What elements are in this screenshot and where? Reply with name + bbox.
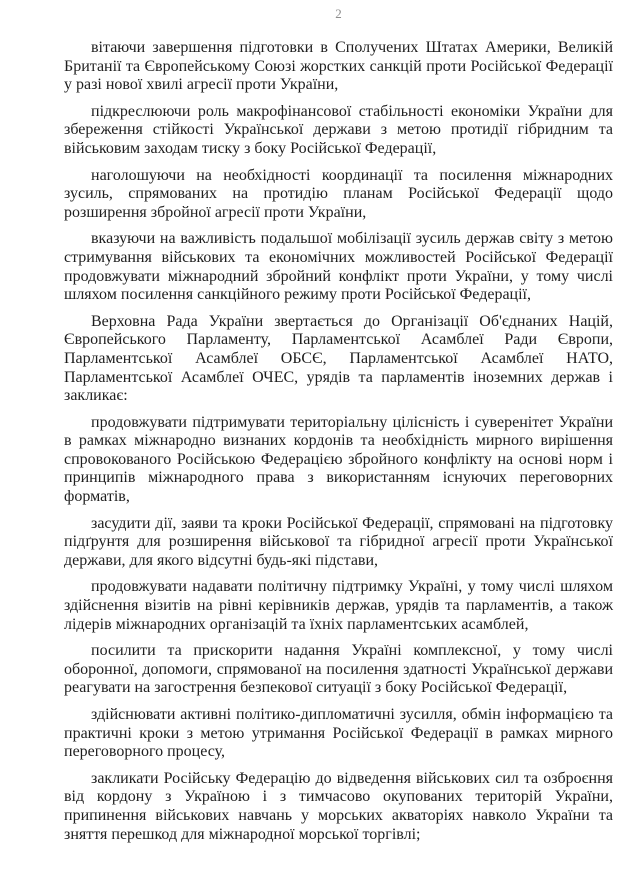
page-number: 2 [335,6,342,21]
paragraph: наголошуючи на необхідності координації та посилення міжнародних зусиль, спрямованих на протидію планам Російської Федерації щодо розширення збройної агресії проти України, [64,166,613,221]
paragraph: продовжувати підтримувати територіальну цілісність і суверенітет України в рамках міжнародно визнаних кордонів та необхідність мирного вирішення спровокованого Російською Федерацією збройного конфлікту на основі норм і принципів міжнародного права з використанням існуючих переговорних форматів, [64,413,613,506]
paragraph: посилити та прискорити надання Україні комплексної, у тому числі оборонної, допомоги, спрямованої на посилення здатності Української держави реагувати на загострення безпекової ситуації з боку Російської Федерації, [64,642,613,697]
paragraph: Верховна Рада України звертається до Організації Об'єднаних Націй, Європейського Парламенту, Парламентської Асамблеї Ради Європи, Парламентської Асамблеї ОБСЄ, Парламентської Асамблеї НАТО, Парламентської Асамблеї ОЧЕС, урядів та парламентів іноземних держав і закликає: [64,312,613,405]
paragraph: підкреслюючи роль макрофінансової стабільності економіки України для збереження стійкості Української держави з метою протидії гібридним та військовим заходам тиску з боку Російської Федерації, [64,102,613,157]
paragraph: здійснювати активні політико-дипломатичні зусилля, обмін інформацією та практичні кроки з метою утримання Російської Федерації в рамках мирного переговорного процесу, [64,706,613,761]
paragraph: закликати Російську Федерацію до відведення військових сил та озброєння від кордону з Україною і з тимчасово окупованих територій України, припинення військових навчань у морських акваторіях навколо України та зняття перешкод для міжнародної морської торгівлі; [64,769,613,843]
paragraph: засудити дії, заяви та кроки Російської Федерації, спрямовані на підготовку підґрунтя для розширення військової та гібридної агресії проти Української держави, для якого відсутні будь-які підстави, [64,514,613,569]
paragraph: вітаючи завершення підготовки в Сполучених Штатах Америки, Великій Британії та Європейському Союзі жорстких санкцій проти Російської Федерації у разі нової хвилі агресії проти України, [64,39,613,94]
paragraph: продовжувати надавати політичну підтримку Україні, у тому числі шляхом здійснення візитів на рівні керівників держав, урядів та парламентів, а також лідерів міжнародних організацій та їхніх парламентських асамблей, [64,578,613,633]
paragraph: вказуючи на важливість подальшої мобілізації зусиль держав світу з метою стримування військових та економічних можливостей Російської Федерації продовжувати міжнародний збройний конфлікт проти України, у тому числі шляхом посилення санкційного режиму проти Російської Федерації, [64,230,613,304]
document-body [64,24,613,844]
